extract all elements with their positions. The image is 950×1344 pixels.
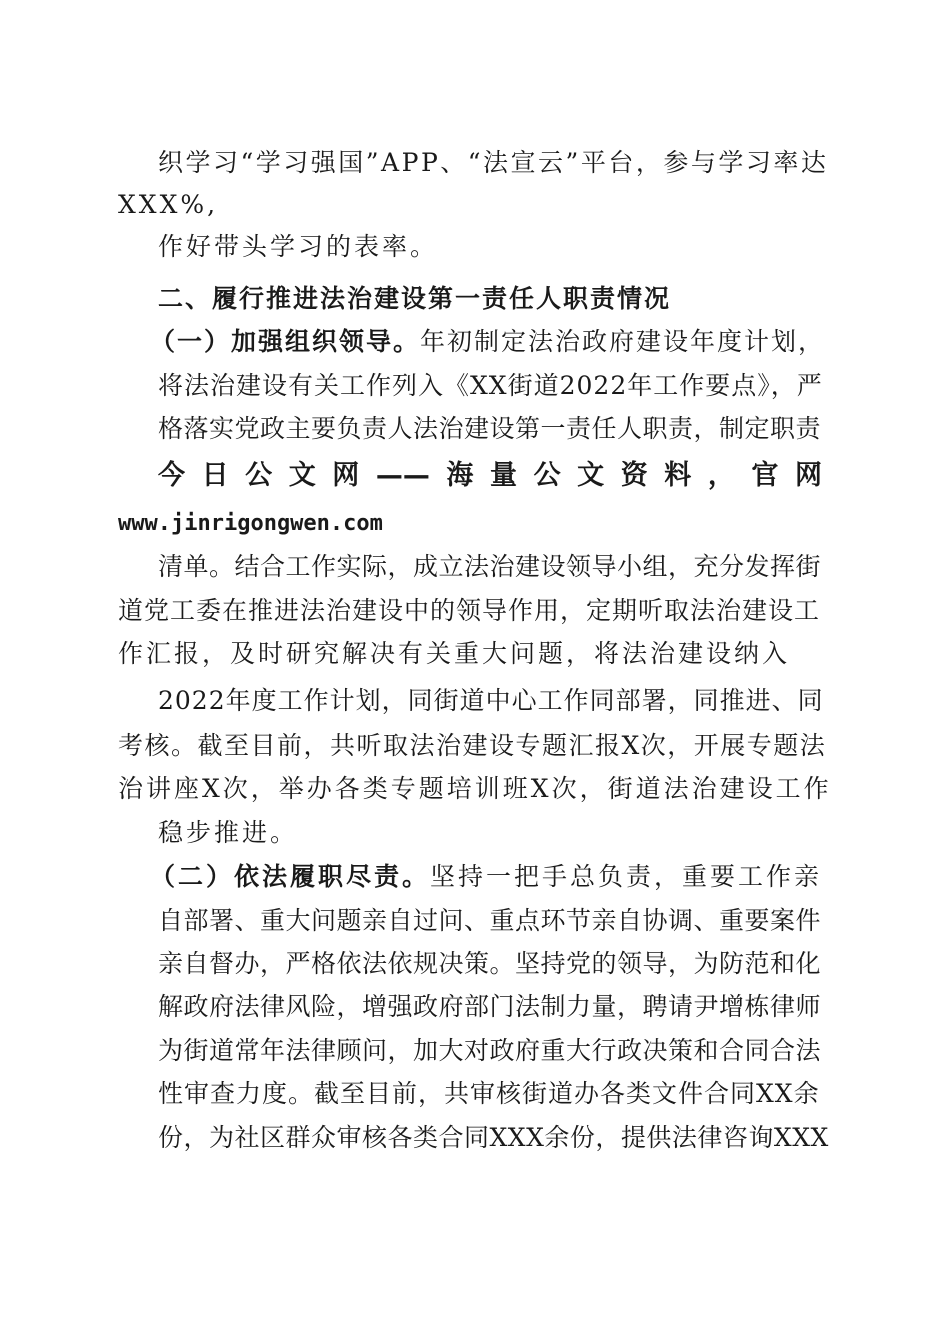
text-line: 稳步推进。 [158, 818, 299, 847]
text-line: 清单。结合工作实际，成立法治建设领导小组，充分发挥街 [158, 552, 822, 581]
text-span: 年初制定法治政府建设年度计划， [420, 327, 826, 356]
watermark-banner: 今日公文网——海量公文资料，官网 [158, 460, 822, 491]
text-line: 自部署、重大问题亲自过问、重点环节亲自协调、重要案件 [158, 906, 822, 935]
text-line: 考核。截至目前，共听取法治建设专题汇报X次，开展专题法 [118, 731, 827, 760]
subsection-line [150, 325, 825, 359]
text-line: 将法治建设有关工作列入《XX街道2022年工作要点》，严 [158, 371, 823, 400]
text-line: 解政府法律风险，增强政府部门法制力量，聘请尹增栋律师 [158, 992, 822, 1021]
subsection-heading: （一）加强组织领导。 [150, 327, 421, 356]
text-line: 亲自督办，严格依法依规决策。坚持党的领导，为防范和化 [158, 949, 822, 978]
text-span: 坚持一把手总负责，重要工作亲 [430, 862, 823, 891]
text-line: 为街道常年法律顾问，加大对政府重大行政决策和合同合法 [158, 1036, 822, 1065]
text-line: 2022年度工作计划，同街道中心工作同部署，同推进、同 [158, 686, 824, 715]
section-heading: 二、履行推进法治建设第一责任人职责情况 [158, 284, 672, 313]
text-line: 作好带头学习的表率。 [158, 232, 439, 261]
website-url: www.jinrigongwen.com [118, 511, 383, 536]
text-line: 道党工委在推进法治建设中的领导作用，定期听取法治建设工 [118, 596, 821, 625]
subsection-heading: （二）依法履职尽责。 [150, 862, 431, 891]
text-line: 格落实党政主要负责人法治建设第一责任人职责，制定职责 [158, 414, 822, 443]
subsection-line [150, 860, 822, 894]
text-line: XXX%, [118, 190, 219, 219]
text-line: 作汇报，及时研究解决有关重大问题，将法治建设纳入 [118, 639, 791, 668]
text-line: 织学习“学习强国”APP、“法宣云”平台，参与学习率达 [158, 148, 829, 177]
text-line: 份，为社区群众审核各类合同XXX余份，提供法律咨询XXX [158, 1123, 829, 1152]
text-line: 性审查力度。截至目前，共审核街道办各类文件合同XX余 [158, 1079, 820, 1108]
text-line: 治讲座X次，举办各类专题培训班X次，街道法治建设工作 [118, 774, 832, 803]
